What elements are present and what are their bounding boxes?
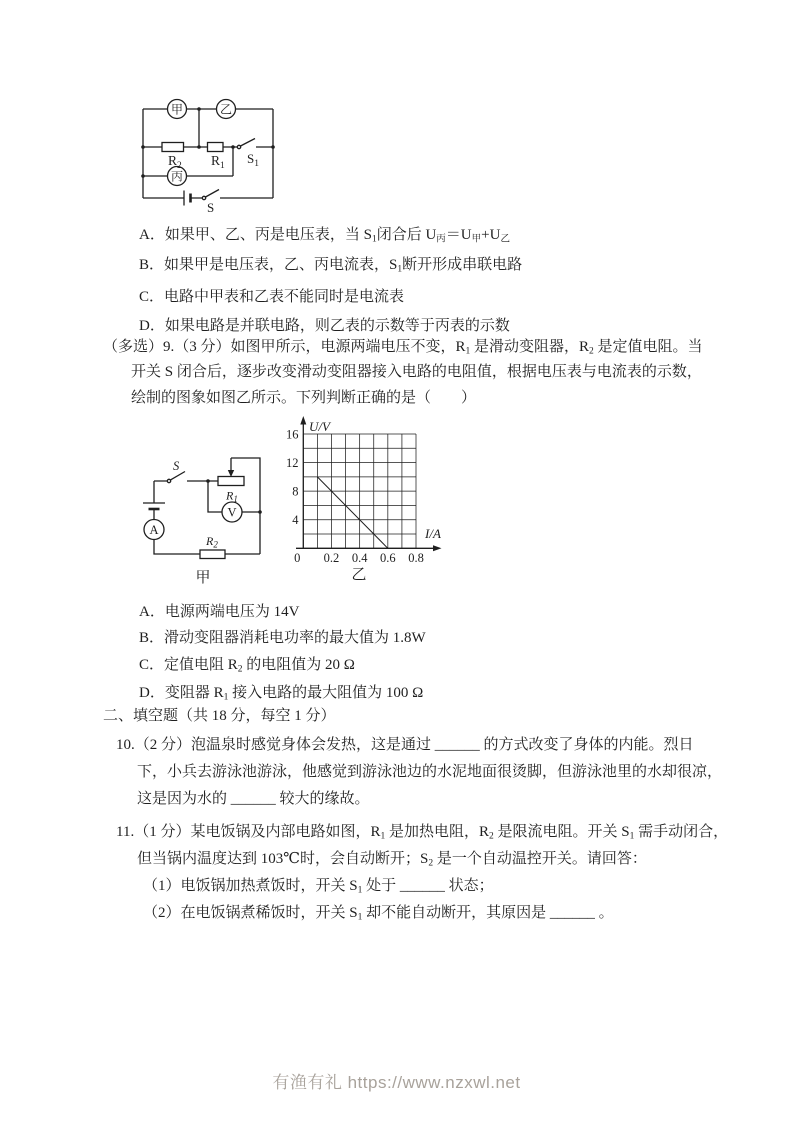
q9-stem-line-1: （多选）9.（3 分）如图甲所示，电源两端电压不变，$R_1$ 是滑动变阻器，$R_2$ 是定值电阻。当: [103, 339, 703, 357]
switch-s-pivot: [202, 196, 205, 199]
q10-line-3: 这是因为水的 ______ 较大的缘故。: [137, 791, 370, 807]
q9-circuit-figure: [121, 433, 276, 591]
q11-line-1: 11.（1 分）某电饭锅及内部电路如图，$R_1$ 是加热电阻，$R_2$ 是限流电阻。开关 $S_1$ 需手动闭合，: [116, 824, 729, 842]
q8-option-d: D．如果电路是并联电路，则乙表的示数等于丙表的示数: [139, 318, 510, 334]
resistor-r2-symbol: [162, 143, 184, 152]
ammeter-label: A: [149, 523, 159, 537]
q9-option-c: C．定值电阻 $R_2$ 的电阻值为 20 Ω: [139, 657, 355, 675]
y-axis-arrow: [300, 416, 306, 425]
q9-stem-line-3: 绘制的图象如图乙所示。下列判断正确的是（ ）: [131, 390, 477, 406]
figure-jia-caption: 甲: [195, 570, 211, 586]
q9-option-a: A．电源两端电压为 14V: [139, 604, 300, 620]
q9-circuit-wires: [143, 458, 260, 559]
y-tick-label: 4: [292, 513, 299, 528]
s-label: S: [207, 200, 215, 215]
switch-s-blade: [206, 190, 220, 198]
x-axis-arrow: [433, 545, 442, 551]
s1-label: $S_1$: [247, 151, 259, 169]
q11-line-2: 但当锅内温度达到 103℃时，会自动断开；$S_2$ 是一个自动温控开关。请回答：: [137, 851, 647, 869]
r1-label: $R_1$: [226, 488, 238, 504]
watermark-footer: 有渔有礼 https://www.nzxwl.net: [272, 1073, 521, 1092]
switch-s1-pivot: [237, 145, 240, 148]
meter-yi-label: 乙: [219, 102, 233, 117]
rheostat-r1-symbol: [218, 477, 244, 486]
x-axis-label: I/A: [425, 526, 441, 541]
q8-circuit-figure: [138, 92, 283, 217]
q10-line-1: 10.（2 分）泡温泉时感觉身体会发热，这是通过 ______ 的方式改变了身体的内能。烈日: [116, 737, 694, 753]
r2-label: $R_2$: [206, 534, 218, 550]
section-2-heading: 二、填空题（共 18 分，每空 1 分）: [103, 708, 336, 724]
y-tick-label: 12: [286, 456, 299, 471]
r1-label: $R_1$: [211, 153, 225, 171]
q10-line-2: 下，小兵去游泳池游泳，他感觉到游泳池边的水泥地面很烫脚，但游泳池里的水却很凉，: [137, 764, 723, 780]
q11-line-3: （1）电饭锅加热煮饭时，开关 $S_1$ 处于 ______ 状态；: [143, 878, 494, 896]
q11-line-4: （2）在电饭锅煮稀饭时，开关 $S_1$ 却不能自动断开，其原因是 ______ 。: [143, 905, 614, 923]
graph-axes: [296, 420, 436, 548]
meter-jia-label: 甲: [170, 102, 184, 117]
resistor-r2-symbol: [200, 550, 225, 559]
x-tick-label: 0.6: [380, 551, 396, 565]
figure-yi-caption: 乙: [351, 567, 367, 583]
y-tick-label: 8: [292, 484, 299, 499]
y-tick-label: 16: [286, 427, 299, 442]
x-tick-label: 0.8: [408, 551, 424, 565]
x-tick-label: 0: [294, 551, 301, 565]
switch-s1-blade: [241, 139, 256, 147]
switch-s-pivot: [167, 479, 170, 482]
q9-stem-line-2: 开关 S 闭合后，逐步改变滑动变阻器接入电路的电阻值，根据电压表与电流表的示数，: [131, 364, 702, 380]
q8-option-b: B．如果甲是电压表，乙、丙电流表，$S_1$断开形成串联电路: [139, 257, 523, 275]
q9-option-d: D．变阻器 $R_1$ 接入电路的最大阻值为 100 Ω: [139, 685, 424, 703]
graph-grid: [303, 434, 416, 548]
resistor-r1-symbol: [208, 143, 224, 152]
uv-line: [317, 477, 387, 548]
x-tick-label: 0.4: [351, 551, 368, 565]
meter-bing-label: 丙: [170, 169, 184, 184]
y-axis-label: U/V: [309, 419, 330, 434]
uv-graph: [276, 415, 461, 587]
q8-option-c: C．电路中甲表和乙表不能同时是电流表: [139, 289, 405, 305]
s-label: S: [173, 459, 180, 473]
q8-option-a: A．如果甲、乙、丙是电压表，当 $S_1$闭合后 $U_丙=U_甲+U_乙$: [139, 227, 510, 245]
r2-label: $R_2$: [168, 153, 182, 171]
q9-option-b: B．滑动变阻器消耗电功率的最大值为 1.8W: [139, 630, 426, 646]
x-tick-label: 0.2: [323, 551, 340, 565]
voltmeter-label: V: [227, 505, 237, 520]
